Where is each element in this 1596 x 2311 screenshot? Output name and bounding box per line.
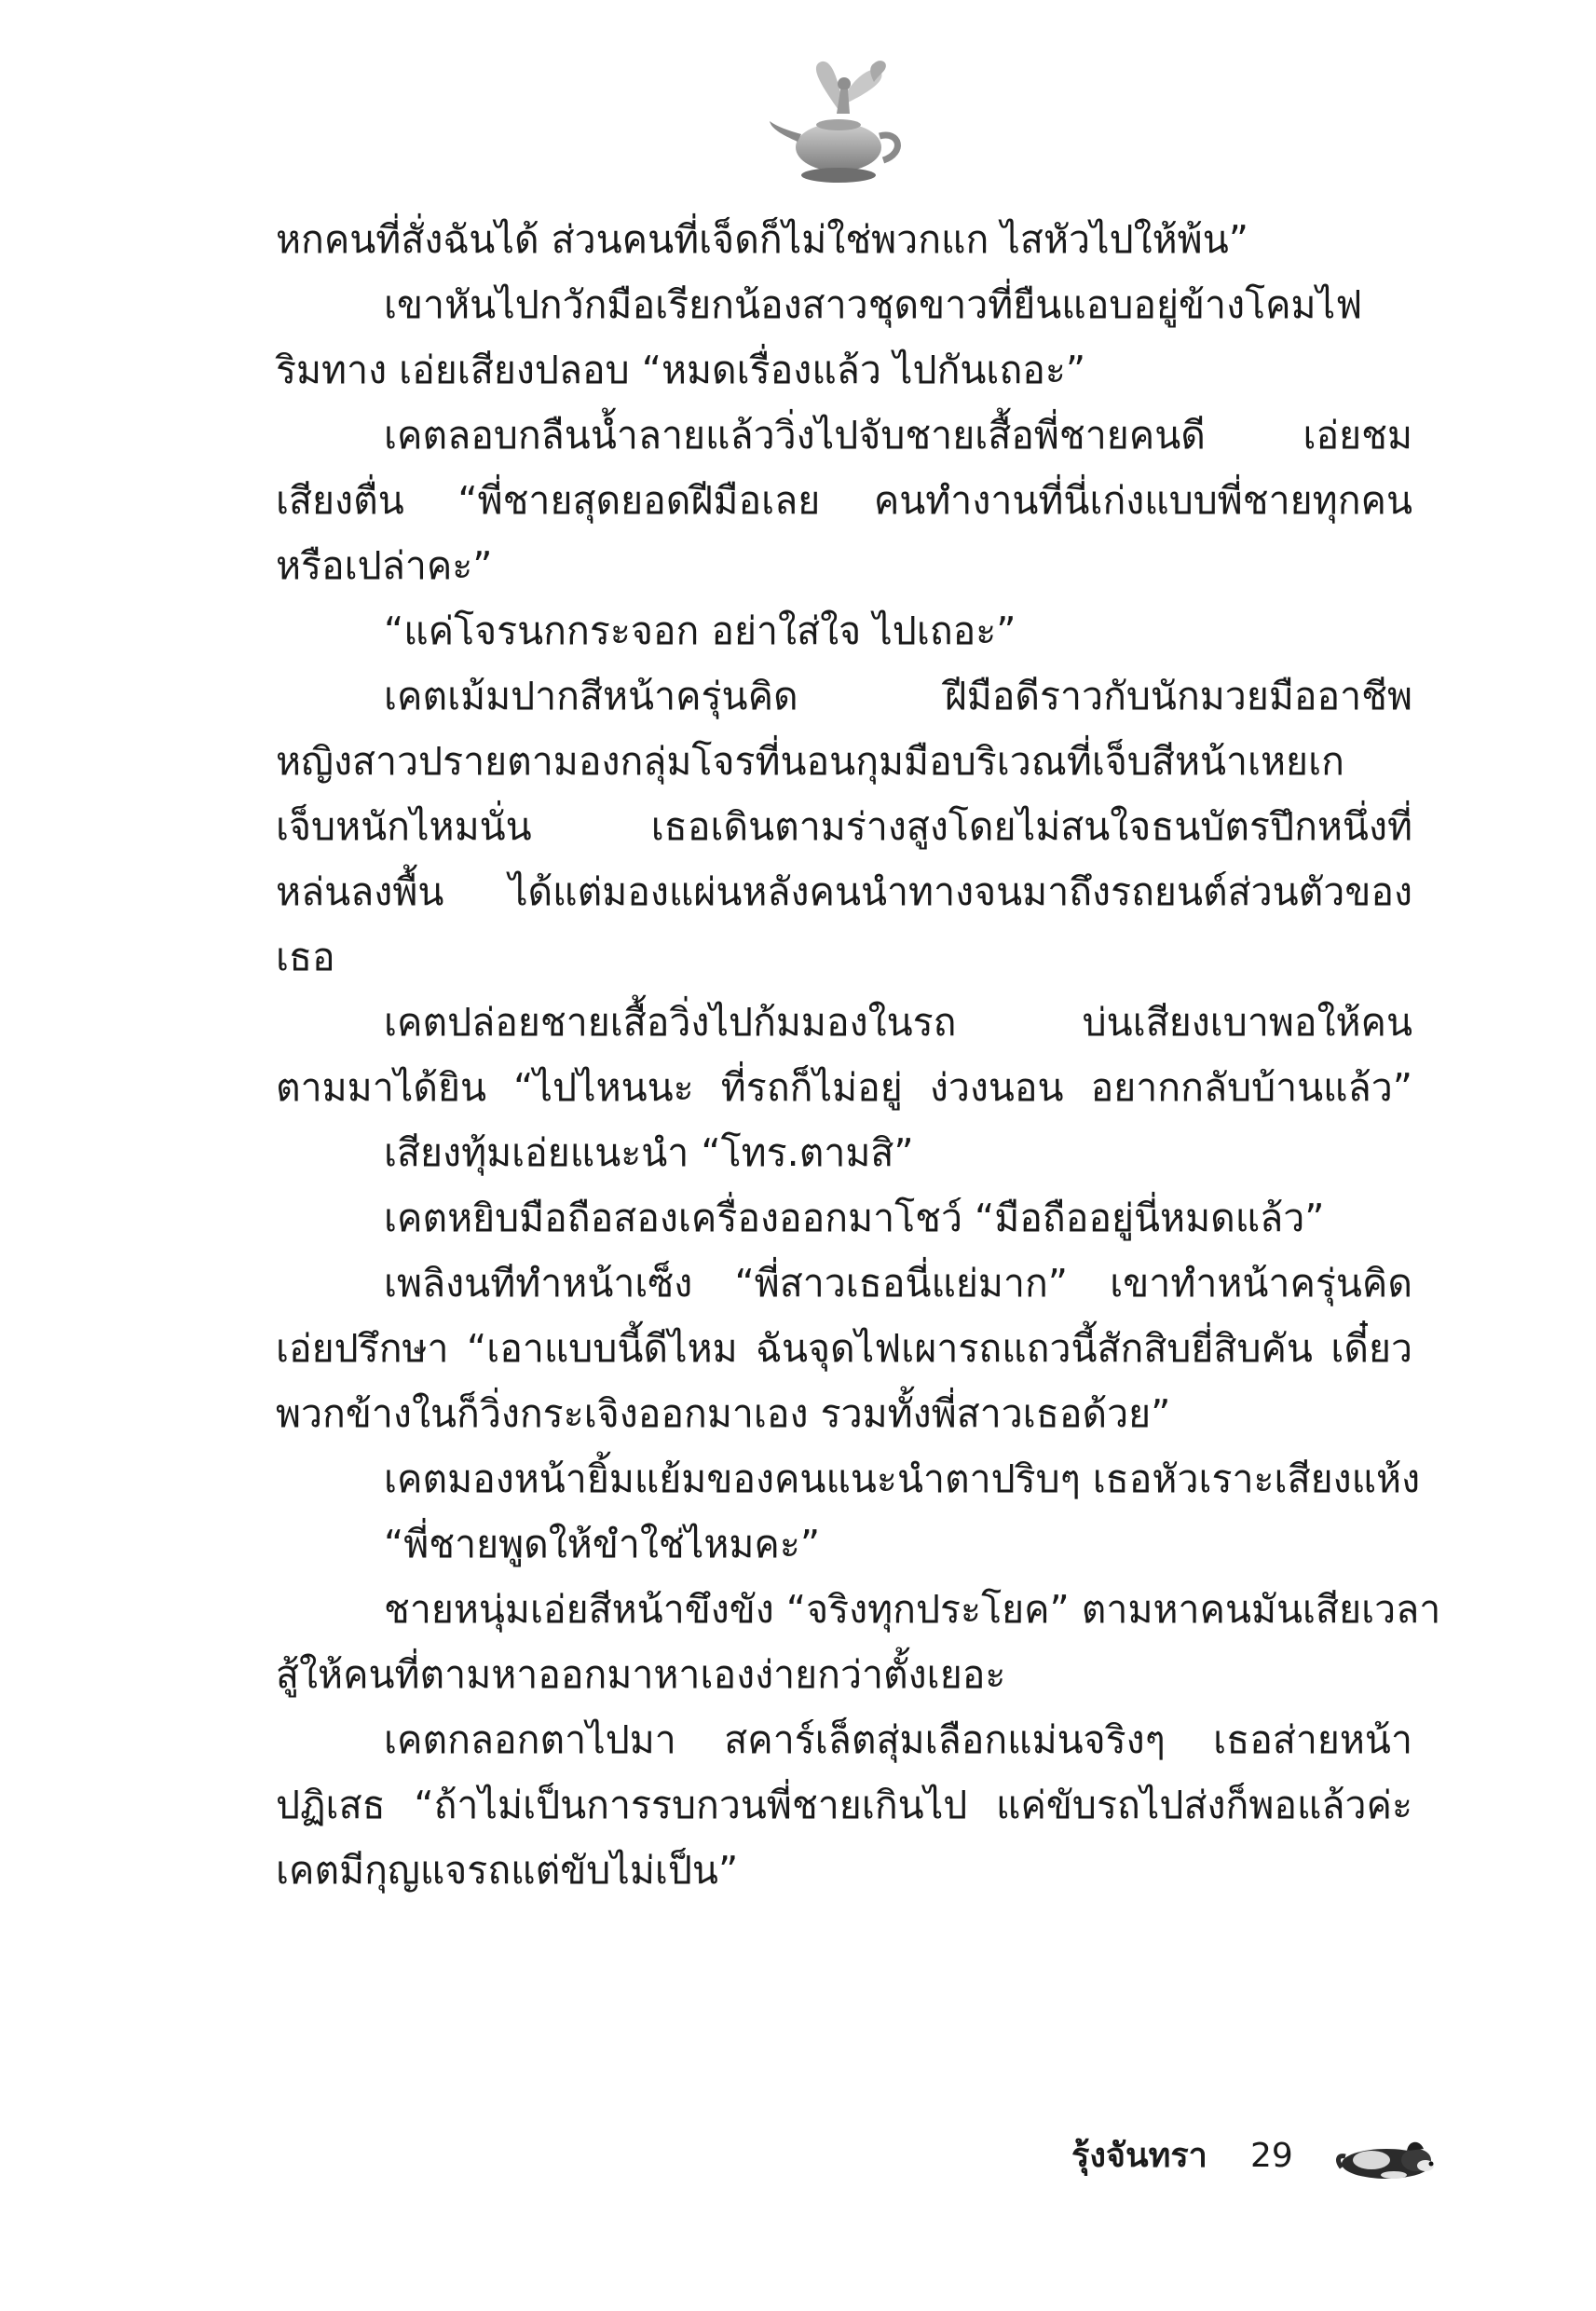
page-footer xyxy=(1006,2128,1435,2184)
text-line: ชายหนุ่มเอ่ยสีหน้าขึงขัง “จริงทุกประโยค” ตามหาคนมันเสียเวลา xyxy=(384,1587,1441,1632)
text-line: เคตมีกุญแจรถแต่ขับไม่เป็น” xyxy=(276,1848,739,1893)
text-line: เคตหยิบมือถือสองเครื่องออกมาโชว์ “มือถืออยู่นี่หมดแล้ว” xyxy=(384,1196,1325,1240)
text-line: หล่นลงพื้น ได้แต่มองแผ่นหลังคนนำทางจนมาถึงรถยนต์ส่วนตัวของ xyxy=(276,869,1412,914)
text-line: เคตเม้มปากสีหน้าครุ่นคิด ฝีมือดีราวกับนักมวยมืออาชีพ xyxy=(384,674,1412,718)
text-line: เสียงทุ้มเอ่ยแนะนำ “โทร.ตามสิ” xyxy=(384,1130,914,1175)
text-line: หรือเปล่าคะ” xyxy=(276,543,493,588)
text-line: เคตมองหน้ายิ้มแย้มของคนแนะนำตาปริบๆ เธอหัวเราะเสียงแห้ง xyxy=(384,1456,1421,1501)
text-line: เธอ xyxy=(276,935,335,979)
running-title: รุ้งจันทรา xyxy=(1071,2137,1207,2175)
text-line: พวกข้างในก็วิ่งกระเจิงออกมาเอง รวมทั้งพี่สาวเธอด้วย” xyxy=(276,1391,1171,1436)
page-number: 29 xyxy=(1250,2137,1293,2175)
text-line: เจ็บหนักไหมนั่น เธอเดินตามร่างสูงโดยไม่สนใจธนบัตรปึกหนึ่งที่ xyxy=(276,804,1412,849)
text-line: “แค่โจรนกกระจอก อย่าใส่ใจ ไปเถอะ” xyxy=(384,609,1016,653)
text-line: เพลิงนทีทำหน้าเซ็ง “พี่สาวเธอนี่แย่มาก” เขาทำหน้าครุ่นคิด xyxy=(384,1261,1412,1306)
text-line: ริมทาง เอ่ยเสียงปลอบ “หมดเรื่องแล้ว ไปกันเถอะ” xyxy=(276,348,1086,392)
text-line: เสียงตื่น “พี่ชายสุดยอดฝีมือเลย คนทำงานที่นี่เก่งแบบพี่ชายทุกคน xyxy=(276,478,1412,523)
text-line: เอ่ยปรึกษา “เอาแบบนี้ดีไหม ฉันจุดไฟเผารถแถวนี้สักสิบยี่สิบคัน เดี๋ยว xyxy=(276,1326,1412,1371)
text-line: ตามมาได้ยิน “ไปไหนนะ ที่รถก็ไม่อยู่ ง่วงนอน อยากกลับบ้านแล้ว” xyxy=(276,1065,1412,1110)
text-line: ปฏิเสธ “ถ้าไม่เป็นการรบกวนพี่ชายเกินไป แค่ขับรถไปส่งก็พอแล้วค่ะ xyxy=(276,1783,1412,1827)
text-line: “พี่ชายพูดให้ขำใช่ไหมคะ” xyxy=(384,1522,821,1566)
text-line: เขาหันไปกวักมือเรียกน้องสาวชุดขาวที่ยืนแอบอยู่ข้างโคมไฟ xyxy=(384,282,1363,327)
text-line: เคตลอบกลืนน้ำลายแล้ววิ่งไปจับชายเสื้อพี่ชายคนดี เอ่ยชม xyxy=(384,413,1412,458)
text-line: เคตกลอกตาไปมา สคาร์เล็ตสุ่มเลือกแม่นจริงๆ เธอส่ายหน้า xyxy=(384,1717,1412,1762)
text-line: หกคนที่สั่งฉันได้ ส่วนคนที่เจ็ดก็ไม่ใช่พวกแก ไสหัวไปให้พ้น” xyxy=(276,217,1248,262)
teapot-fairy-ornament-icon xyxy=(764,56,913,196)
text-line: สู้ให้คนที่ตามหาออกมาหาเองง่ายกว่าตั้งเยอะ xyxy=(276,1652,1006,1697)
text-line: เคตปล่อยชายเสื้อวิ่งไปก้มมองในรถ บ่นเสียงเบาพอให้คน xyxy=(384,1000,1412,1045)
text-line: หญิงสาวปรายตามองกลุ่มโจรที่นอนกุมมือบริเวณที่เจ็บสีหน้าเหยเก xyxy=(276,739,1344,784)
sleeping-dog-icon xyxy=(1334,2132,1437,2182)
